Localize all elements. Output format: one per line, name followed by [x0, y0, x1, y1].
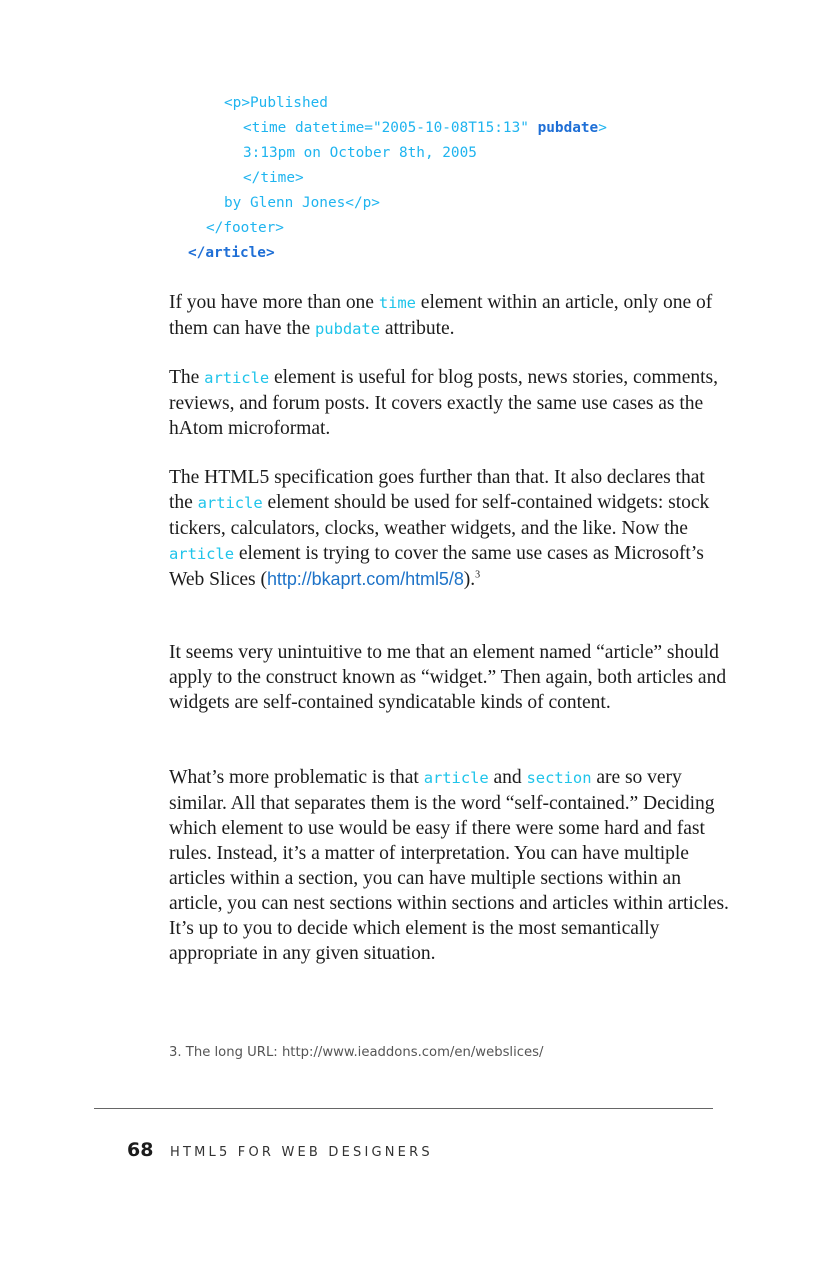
- code-text: 3:13pm on October 8th, 2005: [243, 145, 477, 161]
- code-text: by Glenn Jones</p>: [224, 195, 380, 211]
- code-line: [243, 116, 607, 141]
- running-head: HTML5 FOR WEB DESIGNERS: [170, 1145, 433, 1160]
- text-run: It seems very unintuitive to me that an element named “article” should apply to the construct known as “widget.” Then again, both articles and widgets are self-contained syndicatable kinds of content.: [169, 642, 727, 713]
- footnote-reference: 3: [475, 569, 481, 581]
- body-paragraph: [169, 290, 729, 342]
- code-line: [206, 216, 284, 241]
- inline-code: article: [423, 769, 489, 787]
- inline-code: time: [378, 294, 416, 312]
- code-text: <p>Published: [224, 95, 328, 111]
- text-run: element within an article, only one of them can have the: [169, 292, 713, 339]
- text-run: If you have more than one: [169, 292, 379, 313]
- text-run: element should be used for self-contained widgets: stock tickers, calculators, clocks, weather widgets, and the like. Now the: [169, 492, 710, 539]
- code-text: <time datetime="2005-10-08T15:13": [243, 120, 538, 136]
- text-run: element is trying to cover the same use cases as Microsoft’s Web Slices (: [169, 543, 704, 590]
- inline-code: section: [526, 769, 592, 787]
- code-text: </footer>: [206, 220, 284, 236]
- page-number: 68: [127, 1139, 154, 1161]
- text-run: and: [488, 767, 527, 788]
- inline-code: article: [197, 494, 263, 512]
- inline-code: article: [169, 545, 234, 563]
- code-line: [243, 141, 477, 166]
- footer-divider: [94, 1108, 713, 1109]
- code-text: </time>: [243, 170, 304, 186]
- text-run: ).: [463, 569, 476, 590]
- text-run: are so very similar. All that separates them is the word “self-contained.” Deciding which element to use would be easy if there were some hard and fast rules. Instead, it’s a matter of interpretation. You can have multiple articles within a section, you can have multiple sections within an article, you can nest sections within sections and articles within articles. It’s up to you to decide which element is the most semantically appropriate in any given situation.: [169, 767, 729, 964]
- code-attribute-highlight: pubdate: [537, 120, 599, 136]
- code-text: </article>: [188, 245, 275, 261]
- code-line: [188, 241, 275, 266]
- url-link[interactable]: http://bkaprt.com/html5/8: [266, 569, 464, 589]
- code-line: [224, 91, 328, 116]
- text-run: element is useful for blog posts, news stories, comments, reviews, and forum posts. It covers exactly the same use cases as the hAtom microformat.: [169, 367, 718, 439]
- body-paragraph: [169, 365, 729, 441]
- footnote: 3. The long URL: http://www.ieaddons.com/en/webslices/: [169, 1045, 544, 1060]
- inline-code: pubdate: [315, 320, 380, 338]
- inline-code: article: [204, 369, 270, 387]
- code-line: [224, 191, 380, 216]
- body-paragraph: [169, 465, 729, 592]
- code-line: [243, 166, 304, 191]
- text-run: What’s more problematic is that: [169, 767, 424, 788]
- code-text: >: [598, 120, 607, 136]
- text-run: The: [169, 367, 205, 388]
- body-paragraph: [169, 765, 729, 966]
- text-run: attribute.: [379, 318, 455, 339]
- body-paragraph: [169, 640, 729, 715]
- text-run: The HTML5 specification goes further than that. It also declares that the: [169, 467, 705, 513]
